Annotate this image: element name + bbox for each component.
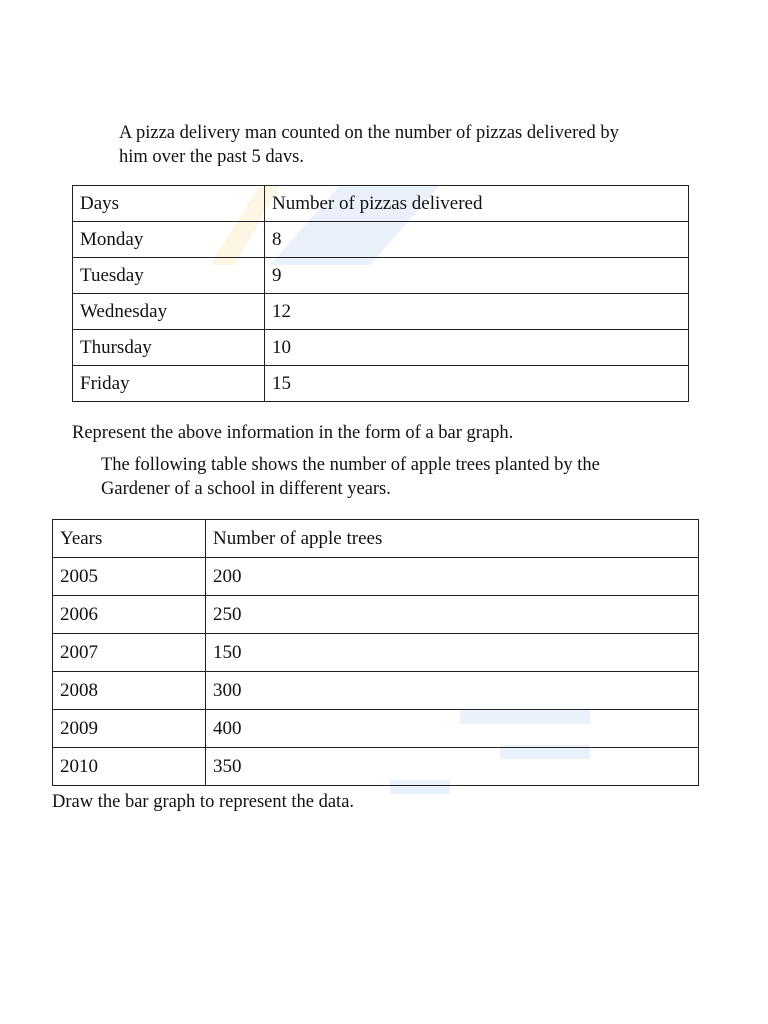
cell-day: Tuesday [73, 258, 265, 294]
cell-year: 2010 [53, 748, 206, 786]
cell-count: 150 [206, 634, 699, 672]
cell-count: 400 [206, 710, 699, 748]
q1-instruction: Represent the above information in the form of a bar graph. [72, 423, 514, 443]
q2-intro-line1: The following table shows the number of apple trees planted by the [101, 455, 600, 475]
cell-count: 250 [206, 596, 699, 634]
table-row [53, 748, 699, 786]
table-row [73, 366, 689, 402]
cell-year: 2007 [53, 634, 206, 672]
cell-year: 2008 [53, 672, 206, 710]
q1-intro-line1: A pizza delivery man counted on the number of pizzas delivered by [119, 123, 619, 143]
table-row [73, 294, 689, 330]
cell-count: 9 [265, 258, 689, 294]
cell-count: 300 [206, 672, 699, 710]
table-row [53, 672, 699, 710]
cell-count: 12 [265, 294, 689, 330]
cell-day: Thursday [73, 330, 265, 366]
cell-count: 8 [265, 222, 689, 258]
q1-intro-line2: him over the past 5 davs. [119, 147, 304, 167]
cell-count: 200 [206, 558, 699, 596]
apple-trees-table [52, 519, 699, 786]
table-header-row [53, 520, 699, 558]
cell-count: 10 [265, 330, 689, 366]
cell-count: 15 [265, 366, 689, 402]
table-row [73, 330, 689, 366]
table-row [53, 634, 699, 672]
q2-intro-line2: Gardener of a school in different years. [101, 479, 391, 499]
header-pizzas: Number of pizzas delivered [265, 186, 689, 222]
table-row [73, 258, 689, 294]
cell-count: 350 [206, 748, 699, 786]
cell-year: 2009 [53, 710, 206, 748]
table-row [53, 596, 699, 634]
header-days: Days [73, 186, 265, 222]
pizza-table [72, 185, 689, 402]
cell-year: 2005 [53, 558, 206, 596]
table-row [53, 558, 699, 596]
header-apple-trees: Number of apple trees [206, 520, 699, 558]
table-header-row [73, 186, 689, 222]
cell-day: Friday [73, 366, 265, 402]
table-row [53, 710, 699, 748]
cell-day: Monday [73, 222, 265, 258]
cell-year: 2006 [53, 596, 206, 634]
table-row [73, 222, 689, 258]
q2-instruction: Draw the bar graph to represent the data. [52, 792, 355, 812]
cell-day: Wednesday [73, 294, 265, 330]
header-years: Years [53, 520, 206, 558]
